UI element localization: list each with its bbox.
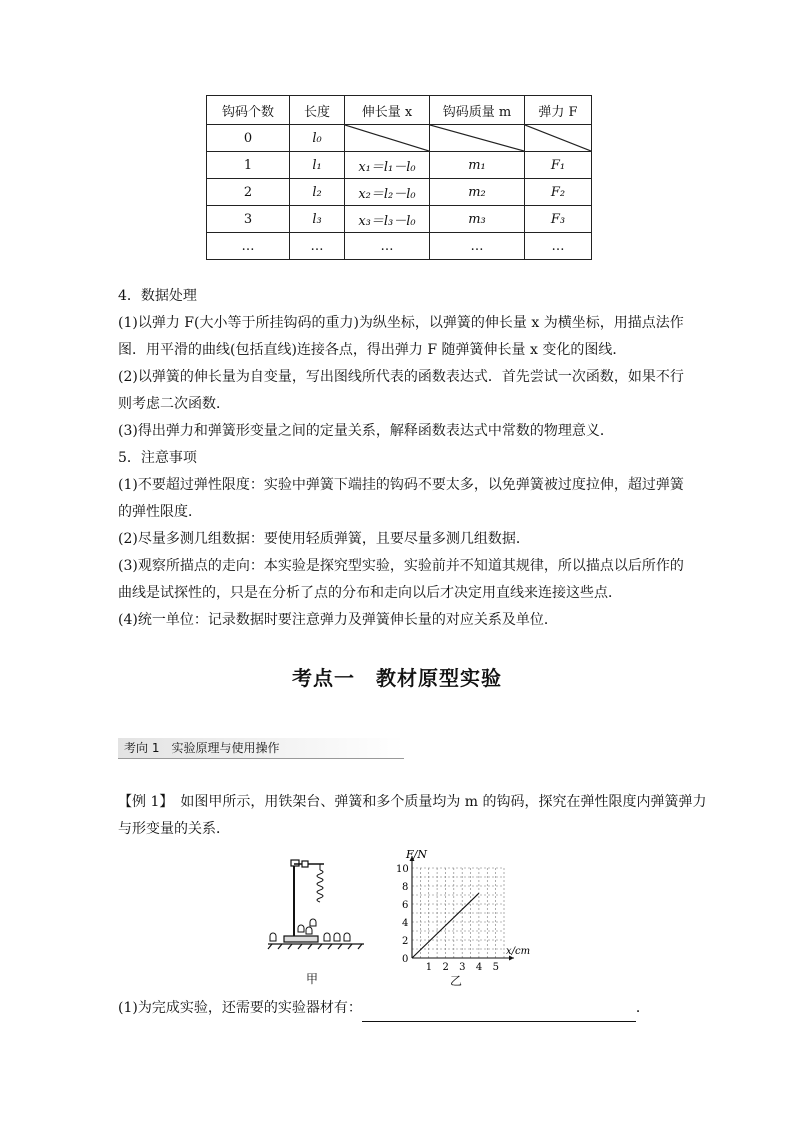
section-heading: 考点一 教材原型实验 xyxy=(292,666,502,690)
table-cell: 2 xyxy=(207,179,290,206)
table-cell: 0 xyxy=(207,125,290,152)
y-tick-label: 8 xyxy=(402,882,409,893)
data-table xyxy=(206,95,592,260)
y-tick-label: 10 xyxy=(396,864,409,875)
diagonal-cell xyxy=(430,125,525,152)
table-row xyxy=(207,233,592,260)
table-cell: x₃＝l₃－l₀ xyxy=(345,206,430,233)
topic-bar xyxy=(118,738,404,759)
apparatus-figure xyxy=(262,852,368,962)
table-cell: 1 xyxy=(207,152,290,179)
table-cell: m₂ xyxy=(430,179,525,206)
table-cell: l₂ xyxy=(290,179,345,206)
table-row xyxy=(207,125,592,152)
header-cell: 钩码个数 xyxy=(207,96,290,125)
table-cell: … xyxy=(525,233,592,260)
table-cell: 3 xyxy=(207,206,290,233)
table-cell: … xyxy=(345,233,430,260)
paragraph-line: (1)不要超过弹性限度：实验中弹簧下端挂的钩码不要太多，以免弹簧被过度拉伸，超过弹簧 xyxy=(118,477,684,493)
section-notes xyxy=(118,445,682,634)
figure-caption-left: 甲 xyxy=(305,972,318,986)
figure-caption-right: 乙 xyxy=(449,974,462,988)
fx-chart xyxy=(376,842,536,972)
paragraph-line: 曲线是试探性的，只是在分析了点的分布和走向以后才决定用直线来连接这些点． xyxy=(118,585,622,601)
table-cell: F₂ xyxy=(525,179,592,206)
table-cell: … xyxy=(290,233,345,260)
header-cell: 长度 xyxy=(290,96,345,125)
table-row xyxy=(207,152,592,179)
table-cell: … xyxy=(430,233,525,260)
header-cell: 弹力 F xyxy=(525,96,592,125)
section-title: 4．数据处理 xyxy=(118,288,197,304)
x-axis-label: x/cm xyxy=(506,946,531,957)
x-tick-label: 2 xyxy=(442,962,449,972)
y-tick-label: 6 xyxy=(402,900,409,911)
table-row xyxy=(207,179,592,206)
paragraph-line: (3)得出弹力和弹簧形变量之间的定量关系，解释函数表达式中常数的物理意义． xyxy=(118,423,614,439)
paragraph-line: 则考虑二次函数． xyxy=(118,396,230,412)
question-1: (1)为完成实验，还需要的实验器材有： ． xyxy=(118,995,682,1022)
table-cell: m₁ xyxy=(430,152,525,179)
table-cell: F₃ xyxy=(525,206,592,233)
example-text xyxy=(118,789,707,843)
table-cell: l₁ xyxy=(290,152,345,179)
paragraph-line: (1)以弹力 F(大小等于所挂钩码的重力)为纵坐标，以弹簧的伸长量 x 为横坐标，用描点法作 xyxy=(118,315,684,331)
table-cell: x₂＝l₂－l₀ xyxy=(345,179,430,206)
table-header-row xyxy=(207,96,592,125)
table-cell: F₁ xyxy=(525,152,592,179)
table-cell: l₃ xyxy=(290,206,345,233)
y-tick-label: 2 xyxy=(402,936,409,947)
x-tick-label: 1 xyxy=(425,962,433,972)
x-tick-label: 4 xyxy=(475,962,483,972)
origin-label: 0 xyxy=(402,954,409,965)
example-line: 与形变量的关系． xyxy=(118,821,230,837)
x-tick-label: 3 xyxy=(459,962,466,972)
y-axis-label: F/N xyxy=(406,848,427,861)
table-cell: l₀ xyxy=(290,125,345,152)
paragraph-line: (2)以弹簧的伸长量为自变量，写出图线所代表的函数表达式．首先尝试一次函数，如果不行 xyxy=(118,369,684,385)
paragraph-line: (2)尽量多测几组数据：要使用轻质弹簧，且要尽量多测几组数据． xyxy=(118,531,530,547)
x-tick-label: 5 xyxy=(492,962,500,972)
y-tick-label: 4 xyxy=(402,918,409,929)
example-line: 【例 1】 如图甲所示，用铁架台、弹簧和多个质量均为 m 的钩码，探究在弹性限度内弹簧弹力 xyxy=(118,794,707,810)
paragraph-line: 图．用平滑的曲线(包括直线)连接各点，得出弹力 F 随弹簧伸长量 x 变化的图线． xyxy=(118,342,627,358)
section-data-processing xyxy=(118,283,682,445)
section-title: 5．注意事项 xyxy=(118,450,197,466)
question-text: (1)为完成实验，还需要的实验器材有： xyxy=(118,1000,362,1016)
diagonal-cell xyxy=(525,125,592,152)
paragraph-line: 的弹性限度． xyxy=(118,504,202,520)
paragraph-line: (3)观察所描点的走向：本实验是探究型实验，实验前并不知道其规律，所以描点以后所作的 xyxy=(118,558,684,574)
table-cell: … xyxy=(207,233,290,260)
table-cell: x₁＝l₁－l₀ xyxy=(345,152,430,179)
topic-bar-label: 考向 1 实验原理与使用操作 xyxy=(124,741,280,755)
table-row xyxy=(207,206,592,233)
header-cell: 钩码质量 m xyxy=(430,96,525,125)
diagonal-cell xyxy=(345,125,430,152)
answer-blank[interactable] xyxy=(362,1005,636,1022)
spring-icon xyxy=(317,864,323,902)
table-cell: m₃ xyxy=(430,206,525,233)
header-cell: 伸长量 x xyxy=(345,96,430,125)
paragraph-line: (4)统一单位：记录数据时要注意弹力及弹簧伸长量的对应关系及单位． xyxy=(118,612,558,628)
